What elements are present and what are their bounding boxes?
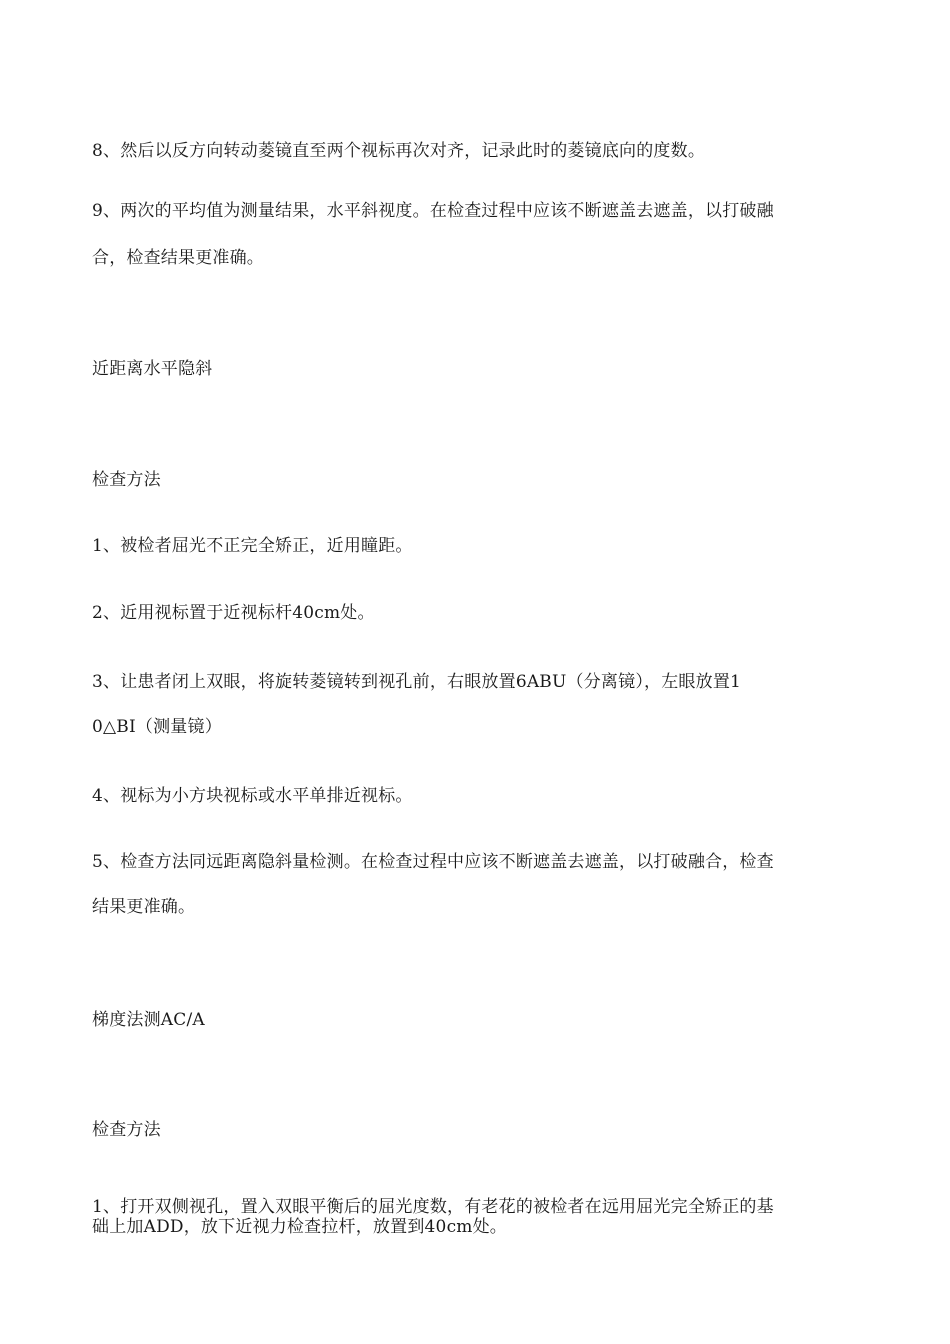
section-heading-near-phoria: 近距离水平隐斜 <box>92 359 213 379</box>
near-step-3-text-line1: 3、让患者闭上双眼，将旋转菱镜转到视孔前，右眼放置6ABU（分离镜），左眼放置1 <box>92 672 742 692</box>
near-step-1-text: 1、被检者屈光不正完全矫正，近用瞳距。 <box>92 536 413 556</box>
near-step-4-text: 4、视标为小方块视标或水平单排近视标。 <box>92 786 413 806</box>
subheading-method-2: 检查方法 <box>92 1120 161 1140</box>
subheading-method: 检查方法 <box>92 470 161 490</box>
near-step-2-text: 2、近用视标置于近视标杆40cm处。 <box>92 603 375 623</box>
aca-step-1-text-line1: 1、打开双侧视孔，置入双眼平衡后的屈光度数，有老花的被检者在远用屈光完全矫正的基 <box>92 1197 774 1217</box>
near-step-3-text-line2: 0△BI（测量镜） <box>92 717 222 737</box>
step-9-text-line2: 合，检查结果更准确。 <box>92 248 264 268</box>
step-9-text-line1: 9、两次的平均值为测量结果，水平斜视度。在检查过程中应该不断遮盖去遮盖，以打破融 <box>92 201 774 221</box>
near-step-5-text-line2: 结果更准确。 <box>92 897 196 917</box>
near-step-5-text-line1: 5、检查方法同远距离隐斜量检测。在检查过程中应该不断遮盖去遮盖，以打破融合，检查 <box>92 852 774 872</box>
aca-step-1-text-line2: 础上加ADD，放下近视力检查拉杆，放置到40cm处。 <box>92 1217 508 1237</box>
step-8-text: 8、然后以反方向转动菱镜直至两个视标再次对齐，记录此时的菱镜底向的度数。 <box>92 141 706 161</box>
section-heading-gradient-aca: 梯度法测AC/A <box>92 1010 205 1030</box>
